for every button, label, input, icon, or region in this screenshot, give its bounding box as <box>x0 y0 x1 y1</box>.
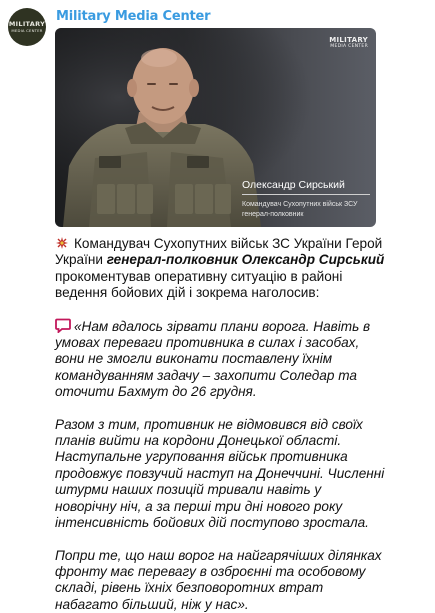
channel-avatar[interactable] <box>8 8 46 46</box>
quote-paragraph-1 <box>55 318 385 401</box>
intro-text-bold: генерал-полковник Олександр Сирський <box>107 252 385 267</box>
post-photo[interactable] <box>55 28 376 227</box>
watermark-line1: MILITARY <box>329 36 368 44</box>
channel-name[interactable]: Military Media Center <box>56 9 210 24</box>
intro-text-b: прокоментував оперативну ситуацію в районі ведення бойових дій і зокрема наголосив: <box>55 269 342 300</box>
quote-paragraph-3: Попри те, що наш ворог на найгарячіших ділянках фронту має перевагу в озброєнні та особовому складі, рівень їхніх безповоротних втрат набагато більший, ніж у нас». <box>55 548 385 613</box>
watermark-line2: MEDIA CENTER <box>329 44 368 49</box>
quote-paragraph-2: Разом з тим, противник не відмовився від своїх планів вийти на кордони Донецької області. Наступальне угруповання військ противника продовжує повзучий наступ на Донеччині. Численні штурми наших позицій тривали навіть у новорічну ніч, а за перші три дні нового року інтенсивність бойових дій поступово зростала. <box>55 417 385 532</box>
photo-caption-name: Олександр Сирський <box>242 179 345 191</box>
intro-paragraph <box>55 236 385 302</box>
post-text <box>55 236 385 613</box>
intro-text-a: Командувач Сухопутних військ ЗС України Герой України <box>55 236 382 267</box>
speech-bubble-icon <box>55 318 69 332</box>
quote-text-1: «Нам вдалось зірвати плани ворога. Навіть в умовах переваги противника в силах і засобах, вони не змогли виконати поставлену їхнім командуванням задачу – захопити Соледар та оточити Бахмут до 26 грудня. <box>55 319 370 400</box>
caption-title-line2: генерал-полковник <box>242 210 357 220</box>
avatar-text-line2: MEDIA CENTER <box>11 28 42 33</box>
caption-title-line1: Командувач Сухопутних військ ЗСУ <box>242 200 357 210</box>
photo-caption-title <box>242 200 357 220</box>
message-bubble <box>48 0 435 611</box>
general-portrait-image <box>55 28 376 227</box>
army-emblem-icon <box>55 236 69 250</box>
avatar-text-line1: MILITARY <box>9 21 45 28</box>
caption-divider <box>242 194 370 195</box>
media-center-watermark <box>329 36 368 49</box>
